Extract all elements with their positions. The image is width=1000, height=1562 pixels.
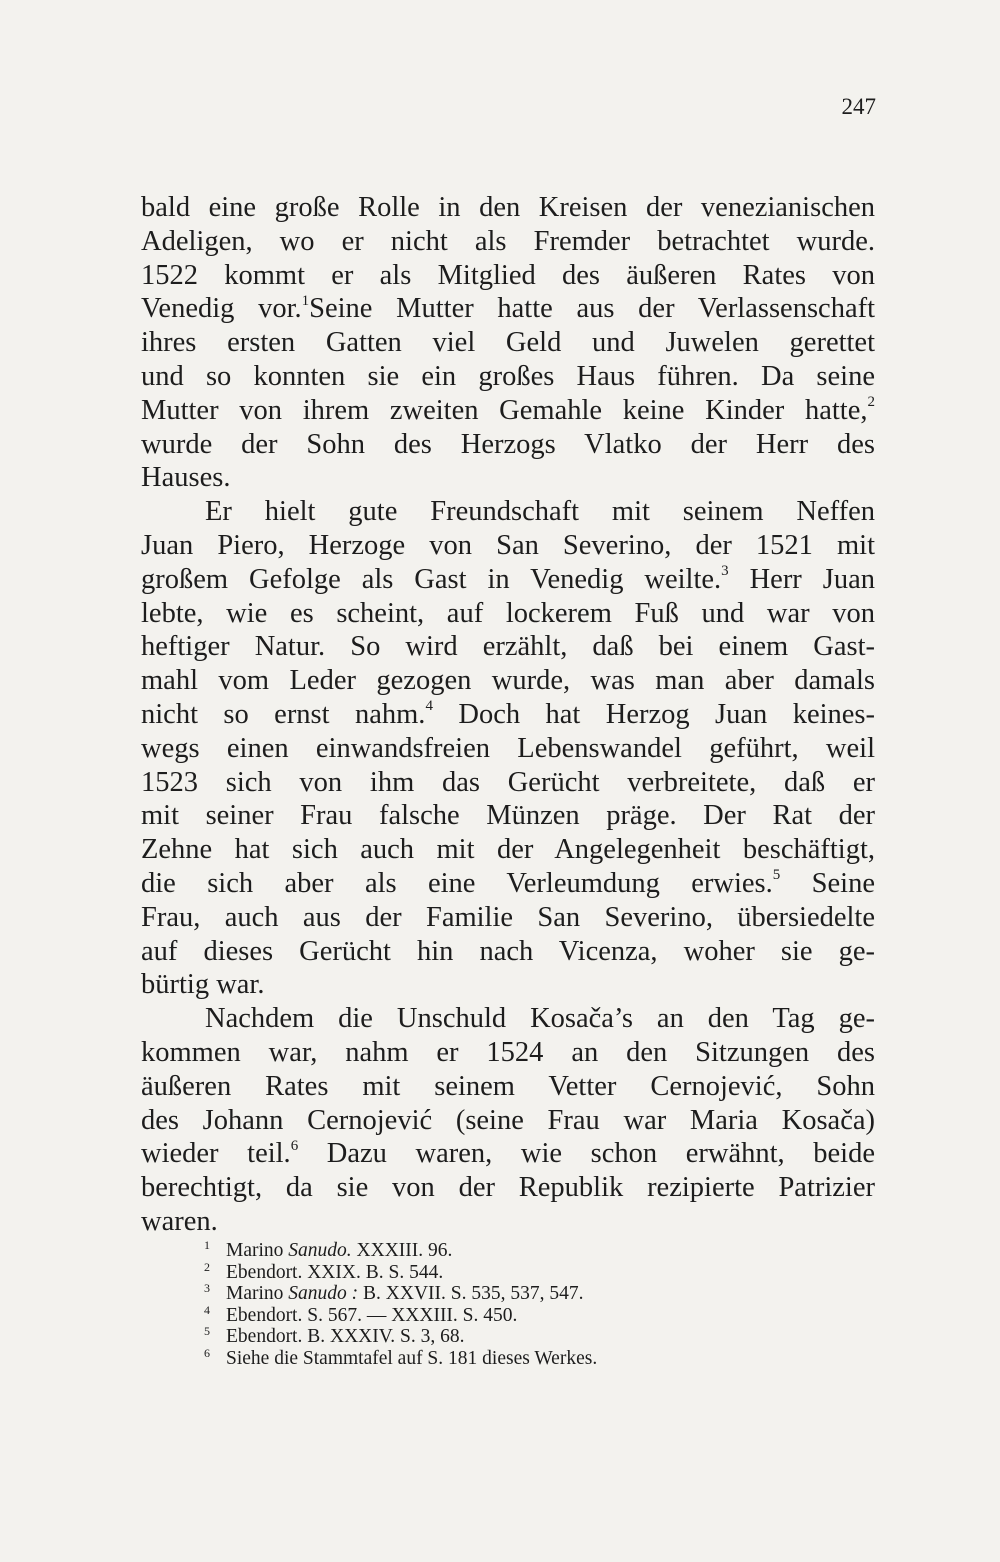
text-line: wegs einen einwandsfreien Lebenswandel geführt, weil	[141, 732, 875, 764]
text-line: kommen war, nahm er 1524 an den Sitzungen des	[141, 1036, 875, 1068]
footnote-ref: 4	[425, 698, 433, 715]
footnote-number: 3	[204, 1281, 210, 1295]
footnote-number: 2	[204, 1259, 210, 1274]
footnote: 1 Marino Sanudo. XXXIII. 96.	[204, 1240, 764, 1262]
body-text	[141, 191, 875, 1239]
text-line: Adeligen, wo er nicht als Fremder betrachtet wurde.	[141, 225, 875, 257]
footnote-number: 4	[204, 1302, 210, 1317]
text-line: wurde der Sohn des Herzogs Vlatko der Herr des	[141, 428, 875, 460]
footnotes	[204, 1240, 764, 1369]
page-number: 247	[841, 94, 876, 119]
text-line: Hauses.	[141, 462, 231, 494]
text-line: und so konnten sie ein großes Haus führen. Da seine	[141, 360, 875, 392]
footnote: 6 Siehe die Stammtafel auf S. 181 dieses Werkes.	[204, 1348, 764, 1370]
text-line: Juan Piero, Herzoge von San Severino, der 1521 mit	[141, 529, 875, 561]
footnote-number: 6	[204, 1345, 210, 1360]
text-line: äußeren Rates mit seinem Vetter Cernojević, Sohn	[141, 1070, 875, 1102]
footnote: 3 Marino Sanudo : B. XXVII. S. 535, 537, 547.	[204, 1283, 764, 1305]
text-line: 1523 sich von ihm das Gerücht verbreitete, daß er	[141, 766, 875, 798]
footnote-ref: 6	[290, 1137, 299, 1154]
text-line: des Johann Cernojević (seine Frau war Maria Kosača)	[141, 1104, 875, 1136]
text-line: mit seiner Frau falsche Münzen präge. Der Rat der	[141, 800, 875, 832]
text-line: Zehne hat sich auch mit der Angelegenheit beschäftigt,	[141, 834, 875, 866]
text-line: berechtigt, da sie von der Republik rezipierte Patrizier	[141, 1172, 875, 1204]
text-line: mahl vom Leder gezogen wurde, was man aber damals	[141, 665, 875, 697]
text-line: ihres ersten Gatten viel Geld und Juwelen gerettet	[141, 327, 875, 359]
text-line: heftiger Natur. So wird erzählt, daß bei einem Gast-	[141, 631, 875, 663]
footnote-number: 1	[204, 1238, 210, 1252]
footnote-ref: 1	[301, 292, 310, 309]
footnote-ref: 5	[772, 867, 781, 884]
text-line: die sich aber als eine Verleumdung erwies.$^5$ Seine	[141, 867, 875, 899]
text-line: Venedig vor.$^1$Seine Mutter hatte aus der Verlassenschaft	[141, 292, 876, 325]
text-line: Frau, auch aus der Familie San Severino, übersiedelte	[141, 901, 875, 933]
footnote-number: 5	[204, 1324, 210, 1338]
footnote: 5 Ebendort. B. XXXIV. S. 3, 68.	[204, 1326, 764, 1348]
text-line: Nachdem die Unschuld Kosača’s an den Tag ge-	[205, 1003, 875, 1035]
text-line: großem Gefolge als Gast in Venedig weilte.$^3$ Herr Juan	[141, 563, 875, 595]
text-line: lebte, wie es scheint, auf lockerem Fuß und war von	[141, 597, 875, 629]
text-line: 1522 kommt er als Mitglied des äußeren Rates von	[141, 259, 875, 291]
footnote-ref: 3	[721, 563, 729, 580]
text-line: bald eine große Rolle in den Kreisen der venezianischen	[141, 192, 875, 223]
text-line: auf dieses Gerücht hin nach Vicenza, woher sie ge-	[141, 935, 875, 967]
footnote-ref: 2	[867, 394, 875, 411]
footnote: 2 Ebendort. XXIX. B. S. 544.	[204, 1262, 764, 1284]
text-line: bürtig war.	[141, 969, 265, 1001]
text-line: Mutter von ihrem zweiten Gemahle keine Kinder hatte,$^2$	[141, 394, 875, 426]
text-line: nicht so ernst nahm.$^4$ Doch hat Herzog Juan keines-	[141, 698, 875, 730]
text-line: wieder teil.$^6$ Dazu waren, wie schon erwähnt, beide	[141, 1137, 875, 1170]
text-line: waren.	[141, 1205, 218, 1237]
text-line: Er hielt gute Freundschaft mit seinem Neffen	[205, 496, 875, 528]
footnote: 4 Ebendort. S. 567. — XXXIII. S. 450.	[204, 1305, 764, 1327]
